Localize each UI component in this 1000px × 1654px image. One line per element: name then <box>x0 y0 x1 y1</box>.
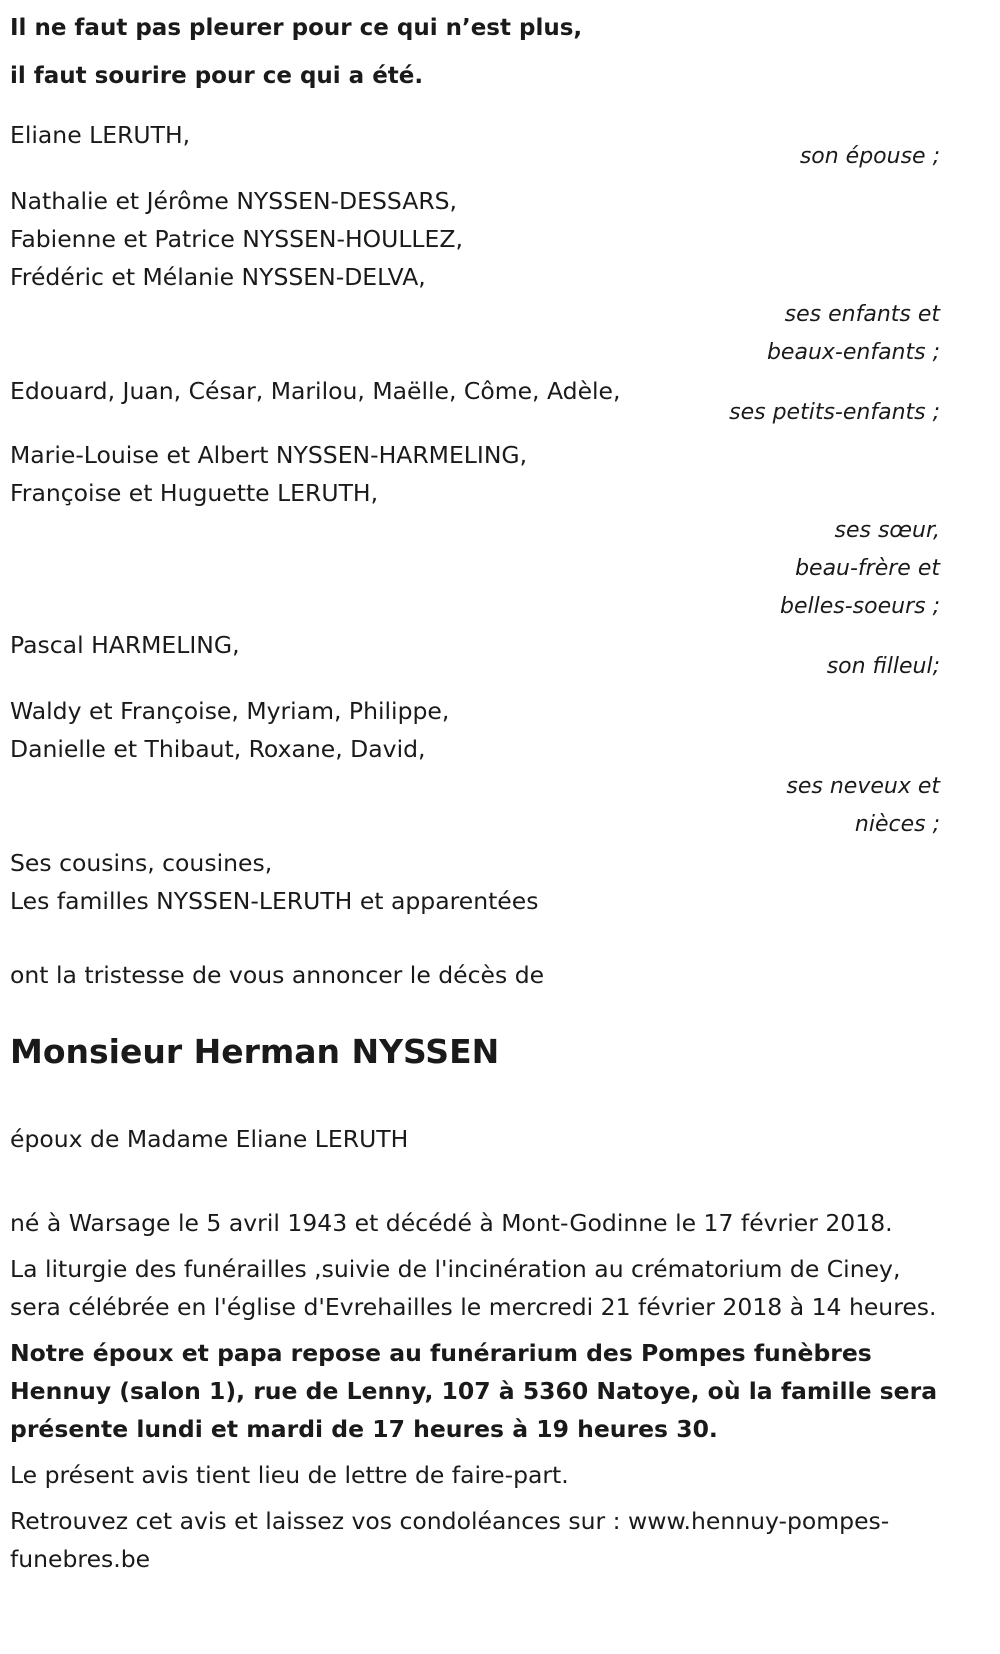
notice-paragraph: Le présent avis tient lieu de lettre de faire-part. <box>10 1461 569 1489</box>
name-line: Waldy et Françoise, Myriam, Philippe, <box>10 697 450 725</box>
role-line: ses neveux et <box>786 774 940 799</box>
siblings-names <box>10 436 940 512</box>
name-line: Les familles NYSSEN-LERUTH et apparentées <box>10 887 539 915</box>
role-line: ses enfants et <box>784 302 940 327</box>
family-group-siblings <box>10 436 940 626</box>
name-line: Frédéric et Mélanie NYSSEN-DELVA, <box>10 263 426 291</box>
epigraph <box>10 0 940 100</box>
cousins-names <box>10 844 940 920</box>
name-line: Françoise et Huguette LERUTH, <box>10 479 379 507</box>
epigraph-line-1: Il ne faut pas pleurer pour ce qui n’est plus, <box>10 15 583 41</box>
role-line: ses petits-enfants ; <box>729 400 940 425</box>
condolences-paragraph: Retrouvez cet avis et laissez vos condoléances sur : www.hennuy-pompes-funebres.be <box>10 1507 890 1573</box>
children-role <box>10 296 940 372</box>
family-group-nephews <box>10 692 940 844</box>
birth-death-paragraph: né à Warsage le 5 avril 1943 et décédé à Mont-Godinne le 17 février 2018. <box>10 1209 893 1237</box>
role-line: belles-soeurs ; <box>780 594 940 619</box>
siblings-role <box>10 512 940 626</box>
name-line: Ses cousins, cousines, <box>10 849 273 877</box>
name-line: Marie-Louise et Albert NYSSEN-HARMELING, <box>10 441 528 469</box>
role-line: son filleul; <box>826 654 940 679</box>
nephews-names <box>10 692 940 768</box>
name-line: Edouard, Juan, César, Marilou, Maëlle, Côme, Adèle, <box>10 377 621 405</box>
announcement-text: ont la tristesse de vous annoncer le décès de <box>10 961 545 989</box>
family-group-grandchildren <box>10 372 940 432</box>
children-names <box>10 182 940 296</box>
name-line: Fabienne et Patrice NYSSEN-HOULLEZ, <box>10 225 463 253</box>
role-line: nièces ; <box>854 812 940 837</box>
name-line: Danielle et Thibaut, Roxane, David, <box>10 735 426 763</box>
name-line: Eliane LERUTH, <box>10 121 191 149</box>
liturgy-paragraph: La liturgie des funérailles ,suivie de l'incinération au crématorium de Ciney, sera célébrée en l'église d'Evrehailles le mercredi 21 février 2018 à 14 heures. <box>10 1255 937 1321</box>
family-group-cousins <box>10 844 940 920</box>
role-line: son épouse ; <box>799 144 940 169</box>
name-line: Nathalie et Jérôme NYSSEN-DESSARS, <box>10 187 458 215</box>
spouse-of-text: époux de Madame Eliane LERUTH <box>10 1125 409 1153</box>
family-group-spouse <box>10 116 940 176</box>
name-line: Pascal HARMELING, <box>10 631 240 659</box>
epigraph-line-2: il faut sourire pour ce qui a été. <box>10 63 424 89</box>
role-line: beaux-enfants ; <box>766 340 940 365</box>
role-line: beau-frère et <box>795 556 940 581</box>
nephews-role <box>10 768 940 844</box>
funerarium-paragraph: Notre époux et papa repose au funérarium des Pompes funèbres Hennuy (salon 1), rue de Lenny, 107 à 5360 Natoye, où la famille sera présente lundi et mardi de 17 heures à 19 heures 30. <box>10 1339 938 1443</box>
family-group-godson <box>10 626 940 686</box>
family-group-children <box>10 182 940 372</box>
role-line: ses sœur, <box>834 518 940 543</box>
deceased-name: Monsieur Herman NYSSEN <box>10 1032 500 1071</box>
